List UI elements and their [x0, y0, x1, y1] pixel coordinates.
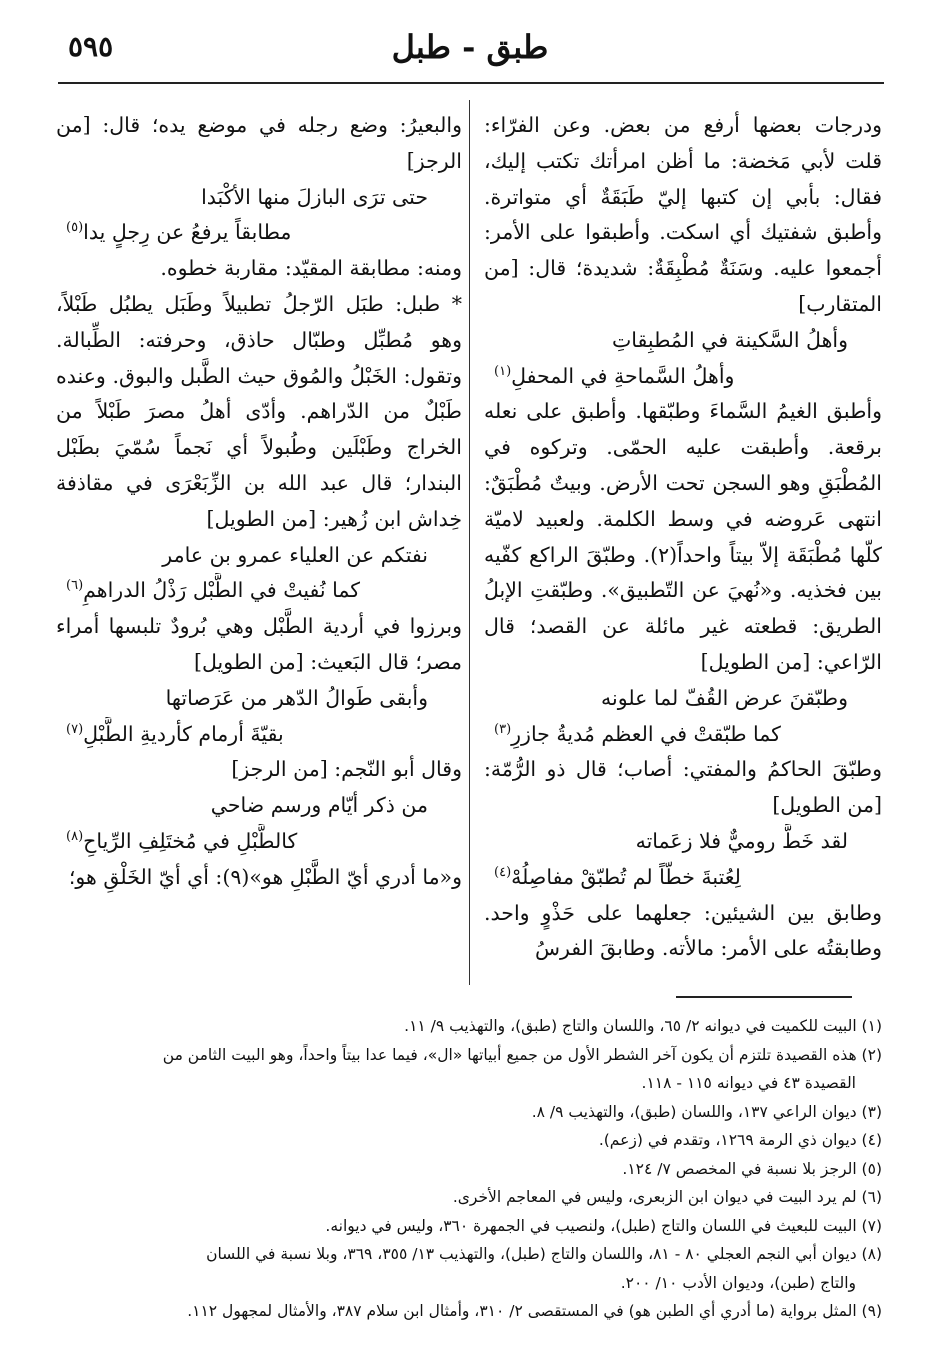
verse-hemistich-first: وطبّقنَ عرض القُفّ لما علونه: [601, 685, 848, 710]
verse-text: بقيّةَ أرمام كأرديةِ الطَّبْلِ: [83, 721, 284, 746]
prose-paragraph: والبعيرُ: وضع رجله في موضع يده؛ قال: [من الرجز]: [56, 113, 462, 173]
footnote-2: (٢) هذه القصيدة تلتزم أن يكون آخر الشطر الأول من جميع أبياتها «ال»، فيما عدا بيتاً واحداً، وهو البيت الثامن من: [162, 1045, 882, 1064]
footnote-8: (٨) ديوان أبي النجم العجلي ٨٠ - ٨١، واللسان والتاج (طبل)، والتهذيب ١٣/ ٣٥٥، ٣٦٩، وبلا نسبة في اللسان: [206, 1245, 882, 1263]
footnote-ref: (٤): [494, 864, 512, 880]
footnote-ref: (٨): [66, 829, 84, 845]
footnote-6: (٦) لم يرد البيت في ديوان ابن الزبعرى، وليس في المعاجم الأخرى.: [452, 1188, 882, 1206]
right-column: [484, 108, 882, 967]
footnote-5: (٥) الرجز بلا نسبة في المخصص ٧/ ١٢٤.: [622, 1159, 882, 1178]
verse: [56, 681, 462, 753]
verse-text: لِعُتبةَ خطّاً لم تُطبّقْ مفاصِلُهْ: [511, 864, 741, 889]
prose-paragraph: ومنه: مطابقة المقيّد: مقاربة خطوه.: [160, 256, 462, 281]
verse-hemistich-first: وأهلُ السَّكينة في المُطبِقاتِ: [612, 327, 848, 352]
verse-hemistich-second: [66, 573, 428, 609]
footnotes: [60, 1012, 882, 1326]
entry-tabl: * طبل: طبَل الرّجلُ تطبيلاً وطَبَل يطبُل طَبْلاً، وهو مُطبِّل وطبّال حاذق، وحرفته: الطِّبالة. وتقول: الخَبْلُ والمُوق حيث الطَّبل والبوق. وعنده طَبْلٌ من الدّراهم. وأدّى أهلُ مصرَ طَبْلاً من الخراج وطَبْلَين وطُبولاً أي نَجماً سُمّيَ بطَبْل البندار؛ قال عبد الله بن الزِّبَعْرَى في مقاذفة خِداش ابن زُهير: [من الطويل]: [56, 291, 462, 531]
verse: [484, 681, 882, 753]
verse-hemistich-second: [494, 359, 848, 395]
prose-paragraph: و«ما أدري أيّ الطَّبْلِ هو»(٩): أي أيّ الخَلْقِ هو؛: [68, 864, 462, 889]
footnote-rule: [676, 996, 852, 998]
left-column: [56, 108, 462, 896]
footnote-ref: (٣): [494, 721, 512, 737]
footnote-8-continued: والتاج (طبن)، وديوان الأدب ١٠/ ٢٠٠.: [620, 1273, 856, 1292]
footnote-4: (٤) ديوان ذي الرمة ١٢٦٩، وتقدم في (زعم).: [598, 1131, 882, 1149]
footnote-ref: (٦): [66, 578, 84, 594]
prose-paragraph: وبرزوا في أردية الطَّبْل وهي بُرودٌ تلبسها أمراء مصر؛ قال البَعيث: [من الطويل]: [56, 614, 462, 674]
header-rule: [58, 82, 884, 84]
footnote-ref: (١): [494, 363, 512, 379]
verse-hemistich-second: [494, 860, 848, 896]
verse: [484, 323, 882, 395]
prose-paragraph: وطابق بين الشيئين: جعلهما على حَذْوٍ واحد. وطابقتُه على الأمر: مالأته. وطابقَ الفرسُ: [484, 900, 882, 961]
footnote-9: (٩) المثل برواية (ما أدري أي الطبن هو) في المستقصى ٢/ ٣١٠، وأمثال ابن سلام ٣٨٧، والأمثال لمجهول ١١٢.: [187, 1302, 882, 1320]
prose-paragraph: وأطبق الغيمُ السَّماءَ وطبّقها. وأطبق على نعله برقعة. وأطبقت عليه الحمّى. وتركوه في المُطْبَقِ وهو السجن تحت الأرض. وبيتٌ مُطْبَقٌ: انتهى عَروضه في وسط الكلمة. ولعبيد لاميّة كلّها مُطْبَقَة إلاّ بيتاً واحداً(٢). وطبّقَ الراكع كفّيه بين فخذيه. و«نُهيَ عن التّطبيق». وطبّقتِ الإبلُ الطريق: قطعته غير مائلة عن القصد؛ قال الرّاعي: [من الطويل]: [484, 399, 882, 674]
prose-paragraph: وطبّقَ الحاكمُ والمفتي: أصاب؛ قال ذو الرُّمّة: [من الطويل]: [484, 757, 882, 818]
verse: [484, 824, 882, 896]
verse: [56, 538, 462, 610]
footnote-ref: (٧): [66, 721, 84, 737]
verse-hemistich-second: [494, 717, 848, 753]
verse: [56, 788, 462, 860]
footnote-2-continued: القصيدة ٤٣ في ديوانه ١١٥ - ١١٨.: [641, 1074, 856, 1092]
prose-paragraph: ودرجات بعضها أرفع من بعض. وعن الفرّاء: قلت لأبي مَخضة: ما أظن امرأتك تكتب إليك، فقال: بأبي إن كتبها إليّ طَبَقَةٌ أي متواترة. وأطبق شفتيك أي اسكت. وأطبقوا على الأمر: أجمعوا عليه. وسَنَةٌ مُطْبِقَةٌ: شديدة؛ قال: [من المتقارب]: [484, 113, 882, 316]
verse-hemistich-first: وأبقى طَوالُ الدّهر من عَرَصاتها: [165, 685, 428, 710]
verse-hemistich-first: حتى ترَى البازلَ منها الأكْبَدا: [201, 184, 428, 209]
running-head: طبق - طبل: [391, 28, 549, 66]
verse-hemistich-first: من ذكر أيّام ورسم ضاحي: [210, 793, 428, 818]
verse-text: مطابقاً يرفعُ عن رِجلٍ يدا: [83, 220, 292, 245]
verse-text: كما طبّقتْ في العظم مُديةُ جازرِ: [511, 721, 781, 746]
footnote-7: (٧) البيت للبعيث في اللسان والتاج (طبل)، ولنصيب في الجمهرة ٣٦٠، وليس في ديوانه.: [325, 1216, 882, 1235]
page-number: ٥٩٥: [68, 30, 114, 63]
verse-hemistich-first: لقد خَطَّ روميٌّ فلا زعَماته: [635, 828, 848, 853]
verse-hemistich-second: [66, 215, 428, 251]
column-divider: [469, 100, 470, 985]
verse-text: كما نُفيتْ في الطَّبْل رَذْلُ الدراهمِ: [83, 578, 361, 603]
footnote-ref: (٥): [66, 220, 84, 236]
footnote-3: (٣) ديوان الراعي ١٣٧، واللسان (طبق)، والتهذيب ٩/ ٨.: [531, 1102, 882, 1121]
prose-paragraph: وقال أبو النّجم: [من الرجز]: [231, 757, 462, 782]
verse-text: كالطَّبْلِ في مُختَلِفِ الرِّياحِ: [83, 828, 298, 853]
verse: [56, 180, 462, 252]
verse-hemistich-first: نفتكم عن العلياء عمرو بن عامر: [162, 542, 428, 567]
verse-text: وأهلُ السَّماحةِ في المحفلِ: [511, 363, 735, 388]
verse-hemistich-second: [66, 717, 428, 753]
footnote-1: (١) البيت للكميت في ديوانه ٢/ ٦٥، واللسان والتاج (طبق)، والتهذيب ٩/ ١١.: [404, 1017, 882, 1035]
verse-hemistich-second: [66, 824, 428, 860]
